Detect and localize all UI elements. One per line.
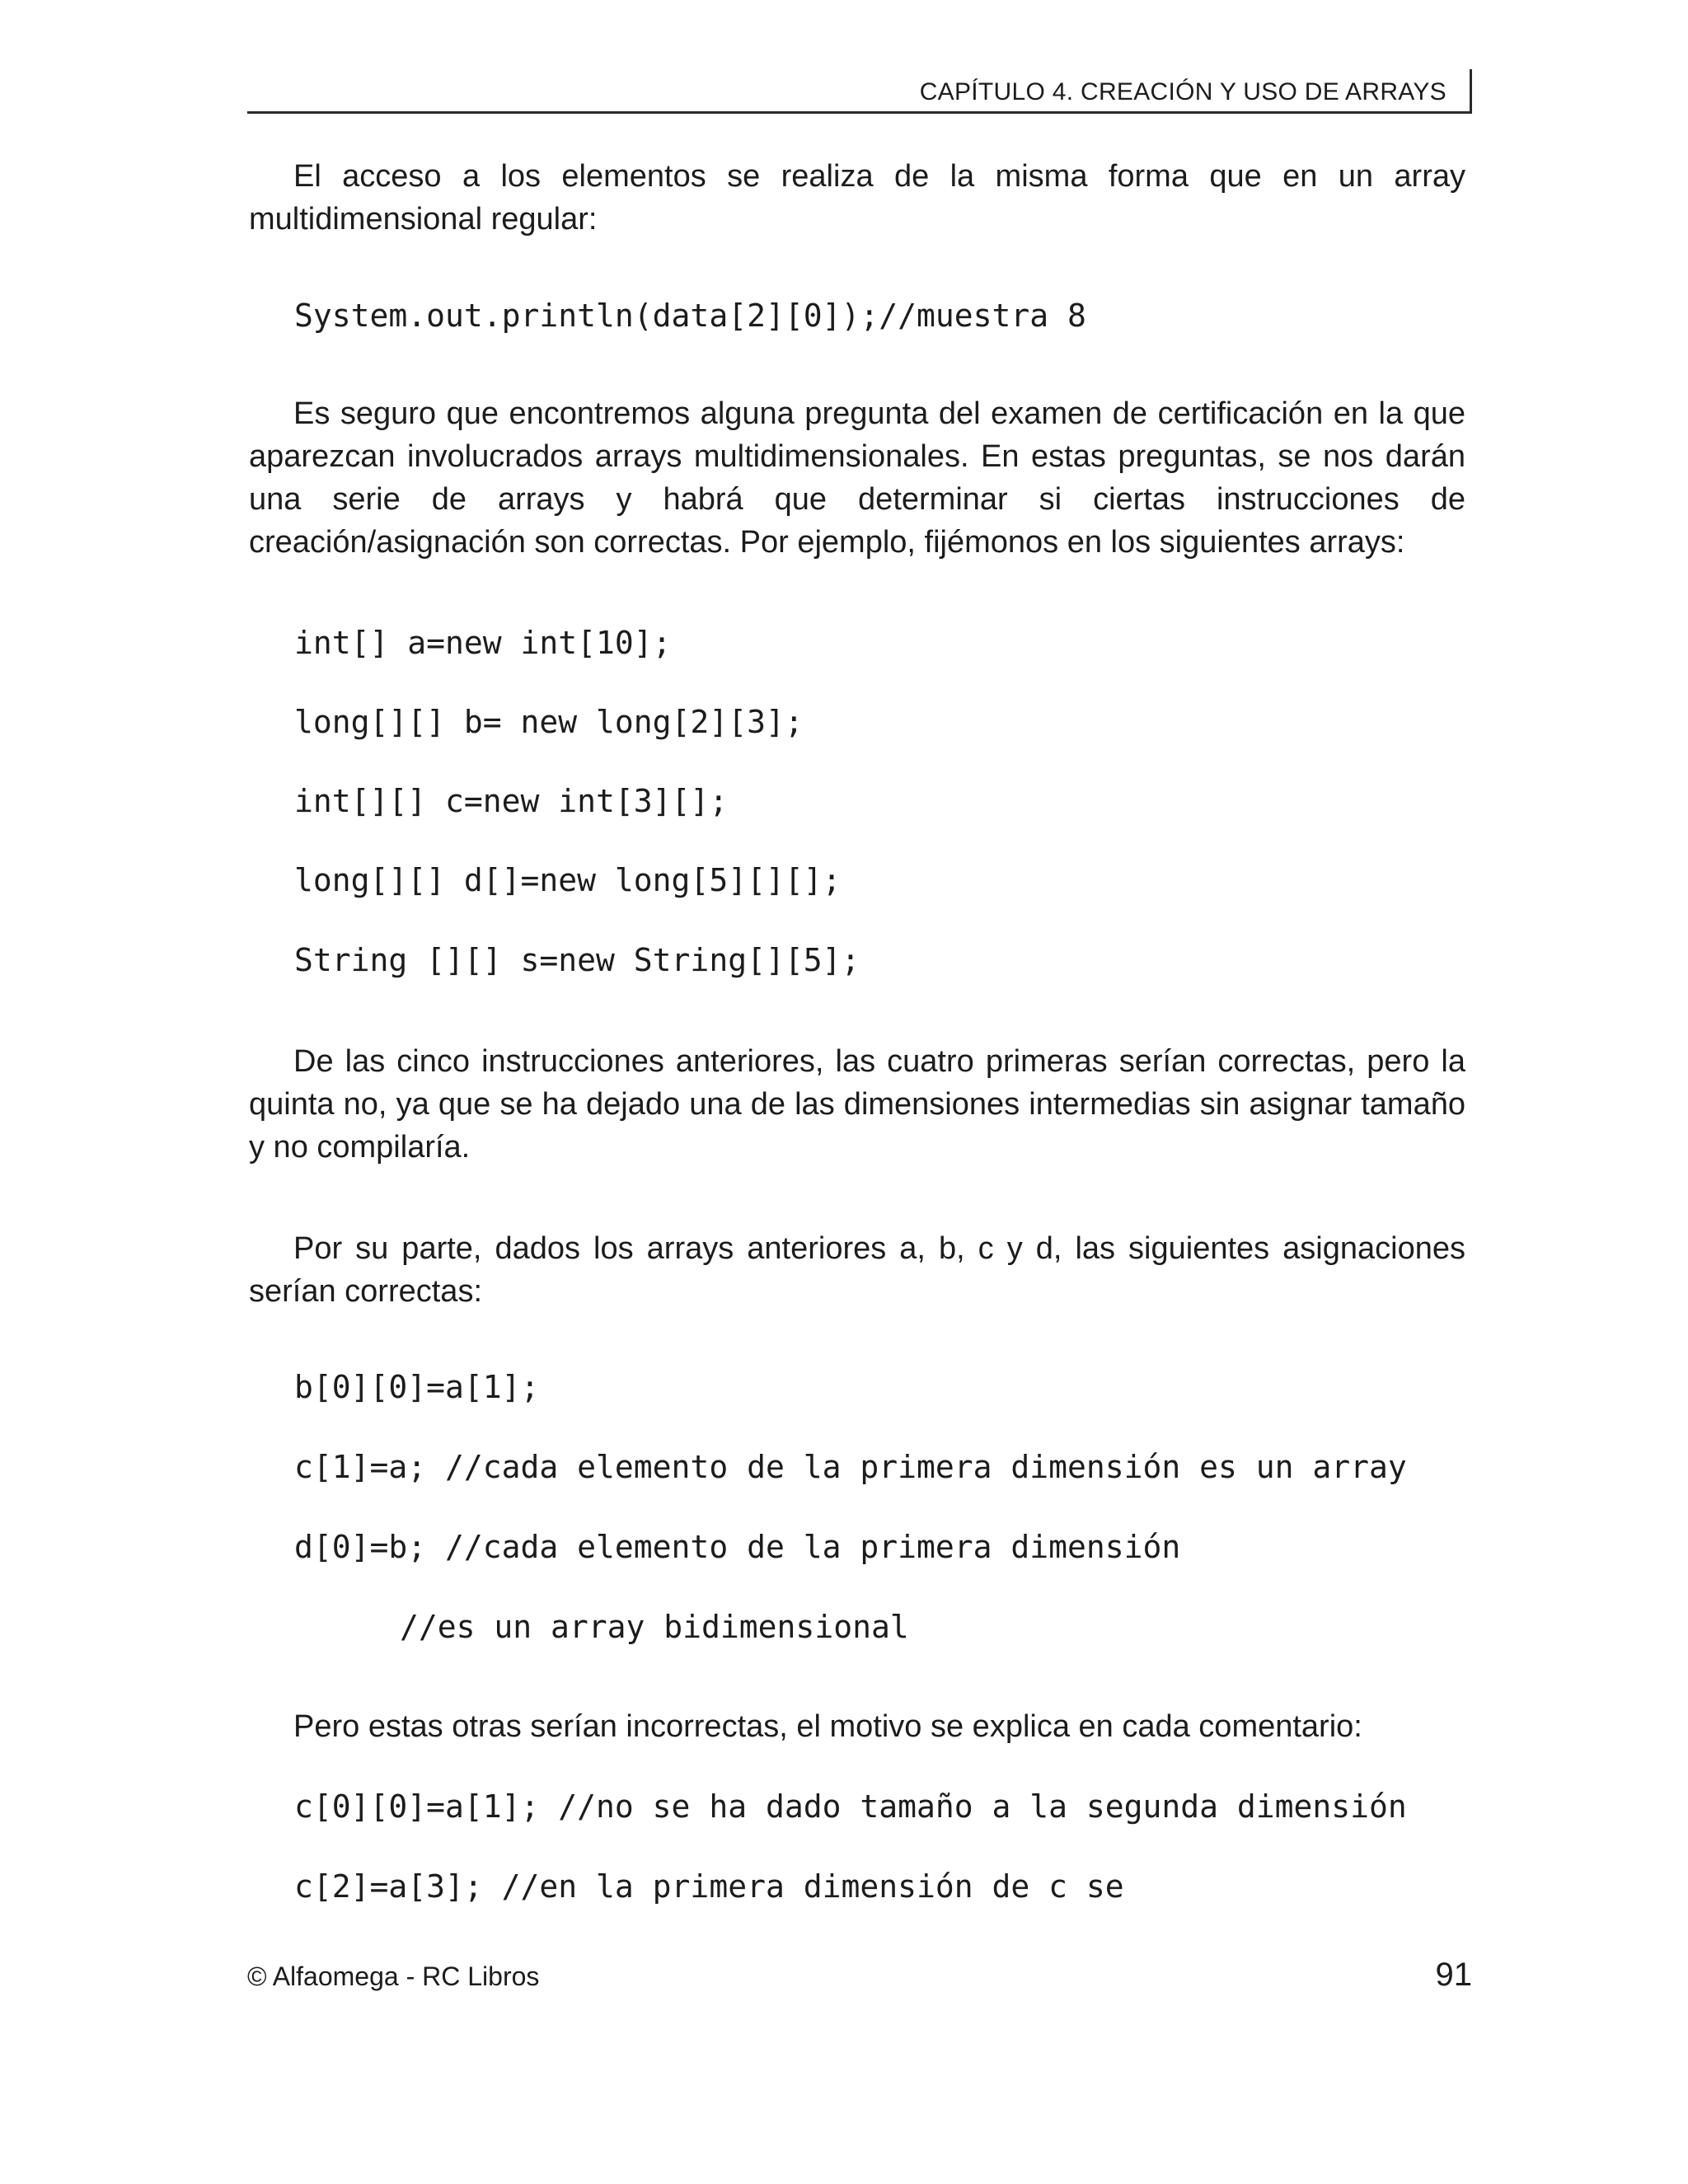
paragraph-correct-assignments: Por su parte, dados los arrays anteriores a, b, c y d, las siguientes asignaciones serían correctas: <box>249 1231 1465 1309</box>
code-line-c: int[][] c=new int[3][]; <box>294 783 729 819</box>
paragraph-five-instructions: De las cinco instrucciones anteriores, las cuatro primeras serían correctas, pero la quinta no, ya que se ha dejado una de las dimensiones intermedias sin asignar tamaño y no compilaría. <box>249 1044 1465 1165</box>
code-line-assign-c: c[1]=a; //cada elemento de la primera dimensión es un array <box>294 1449 1407 1485</box>
page-number: 91 <box>1435 1957 1472 1993</box>
code-line-incorrect-2: c[2]=a[3]; //en la primera dimensión de c se <box>294 1868 1124 1905</box>
footer-publisher: © Alfaomega - RC Libros <box>247 1961 540 1991</box>
chapter-title: CAPÍTULO 4. CREACIÓN Y USO DE ARRAYS <box>919 78 1447 105</box>
code-line-comment-bidimensional: //es un array bidimensional <box>400 1609 909 1645</box>
code-line-b: long[][] b= new long[2][3]; <box>294 704 804 740</box>
paragraph-incorrect: Pero estas otras serían incorrectas, el motivo se explica en cada comentario: <box>293 1709 1362 1744</box>
running-header <box>247 69 1472 114</box>
code-line-a: int[] a=new int[10]; <box>294 625 672 661</box>
paragraph-access: El acceso a los elementos se realiza de la misma forma que en un array multidimensional regular: <box>249 159 1465 237</box>
code-line-assign-d: d[0]=b; //cada elemento de la primera dimensión <box>294 1529 1181 1565</box>
code-line-println: System.out.println(data[2][0]);//muestra 8 <box>294 298 1086 334</box>
code-line-assign-b: b[0][0]=a[1]; <box>294 1369 540 1405</box>
paragraph-exam: Es seguro que encontremos alguna pregunta del examen de certificación en la que aparezcan involucrados arrays multidimensionales. En estas preguntas, se nos darán una serie de arrays y habrá que determinar si ciertas instrucciones de creación/asignación son correctas. Por ejemplo, fijémonos en los siguientes arrays: <box>249 396 1465 560</box>
code-line-d: long[][] d[]=new long[5][][]; <box>294 862 842 898</box>
code-line-incorrect-1: c[0][0]=a[1]; //no se ha dado tamaño a la segunda dimensión <box>294 1788 1407 1825</box>
code-line-s: String [][] s=new String[][5]; <box>294 942 860 978</box>
